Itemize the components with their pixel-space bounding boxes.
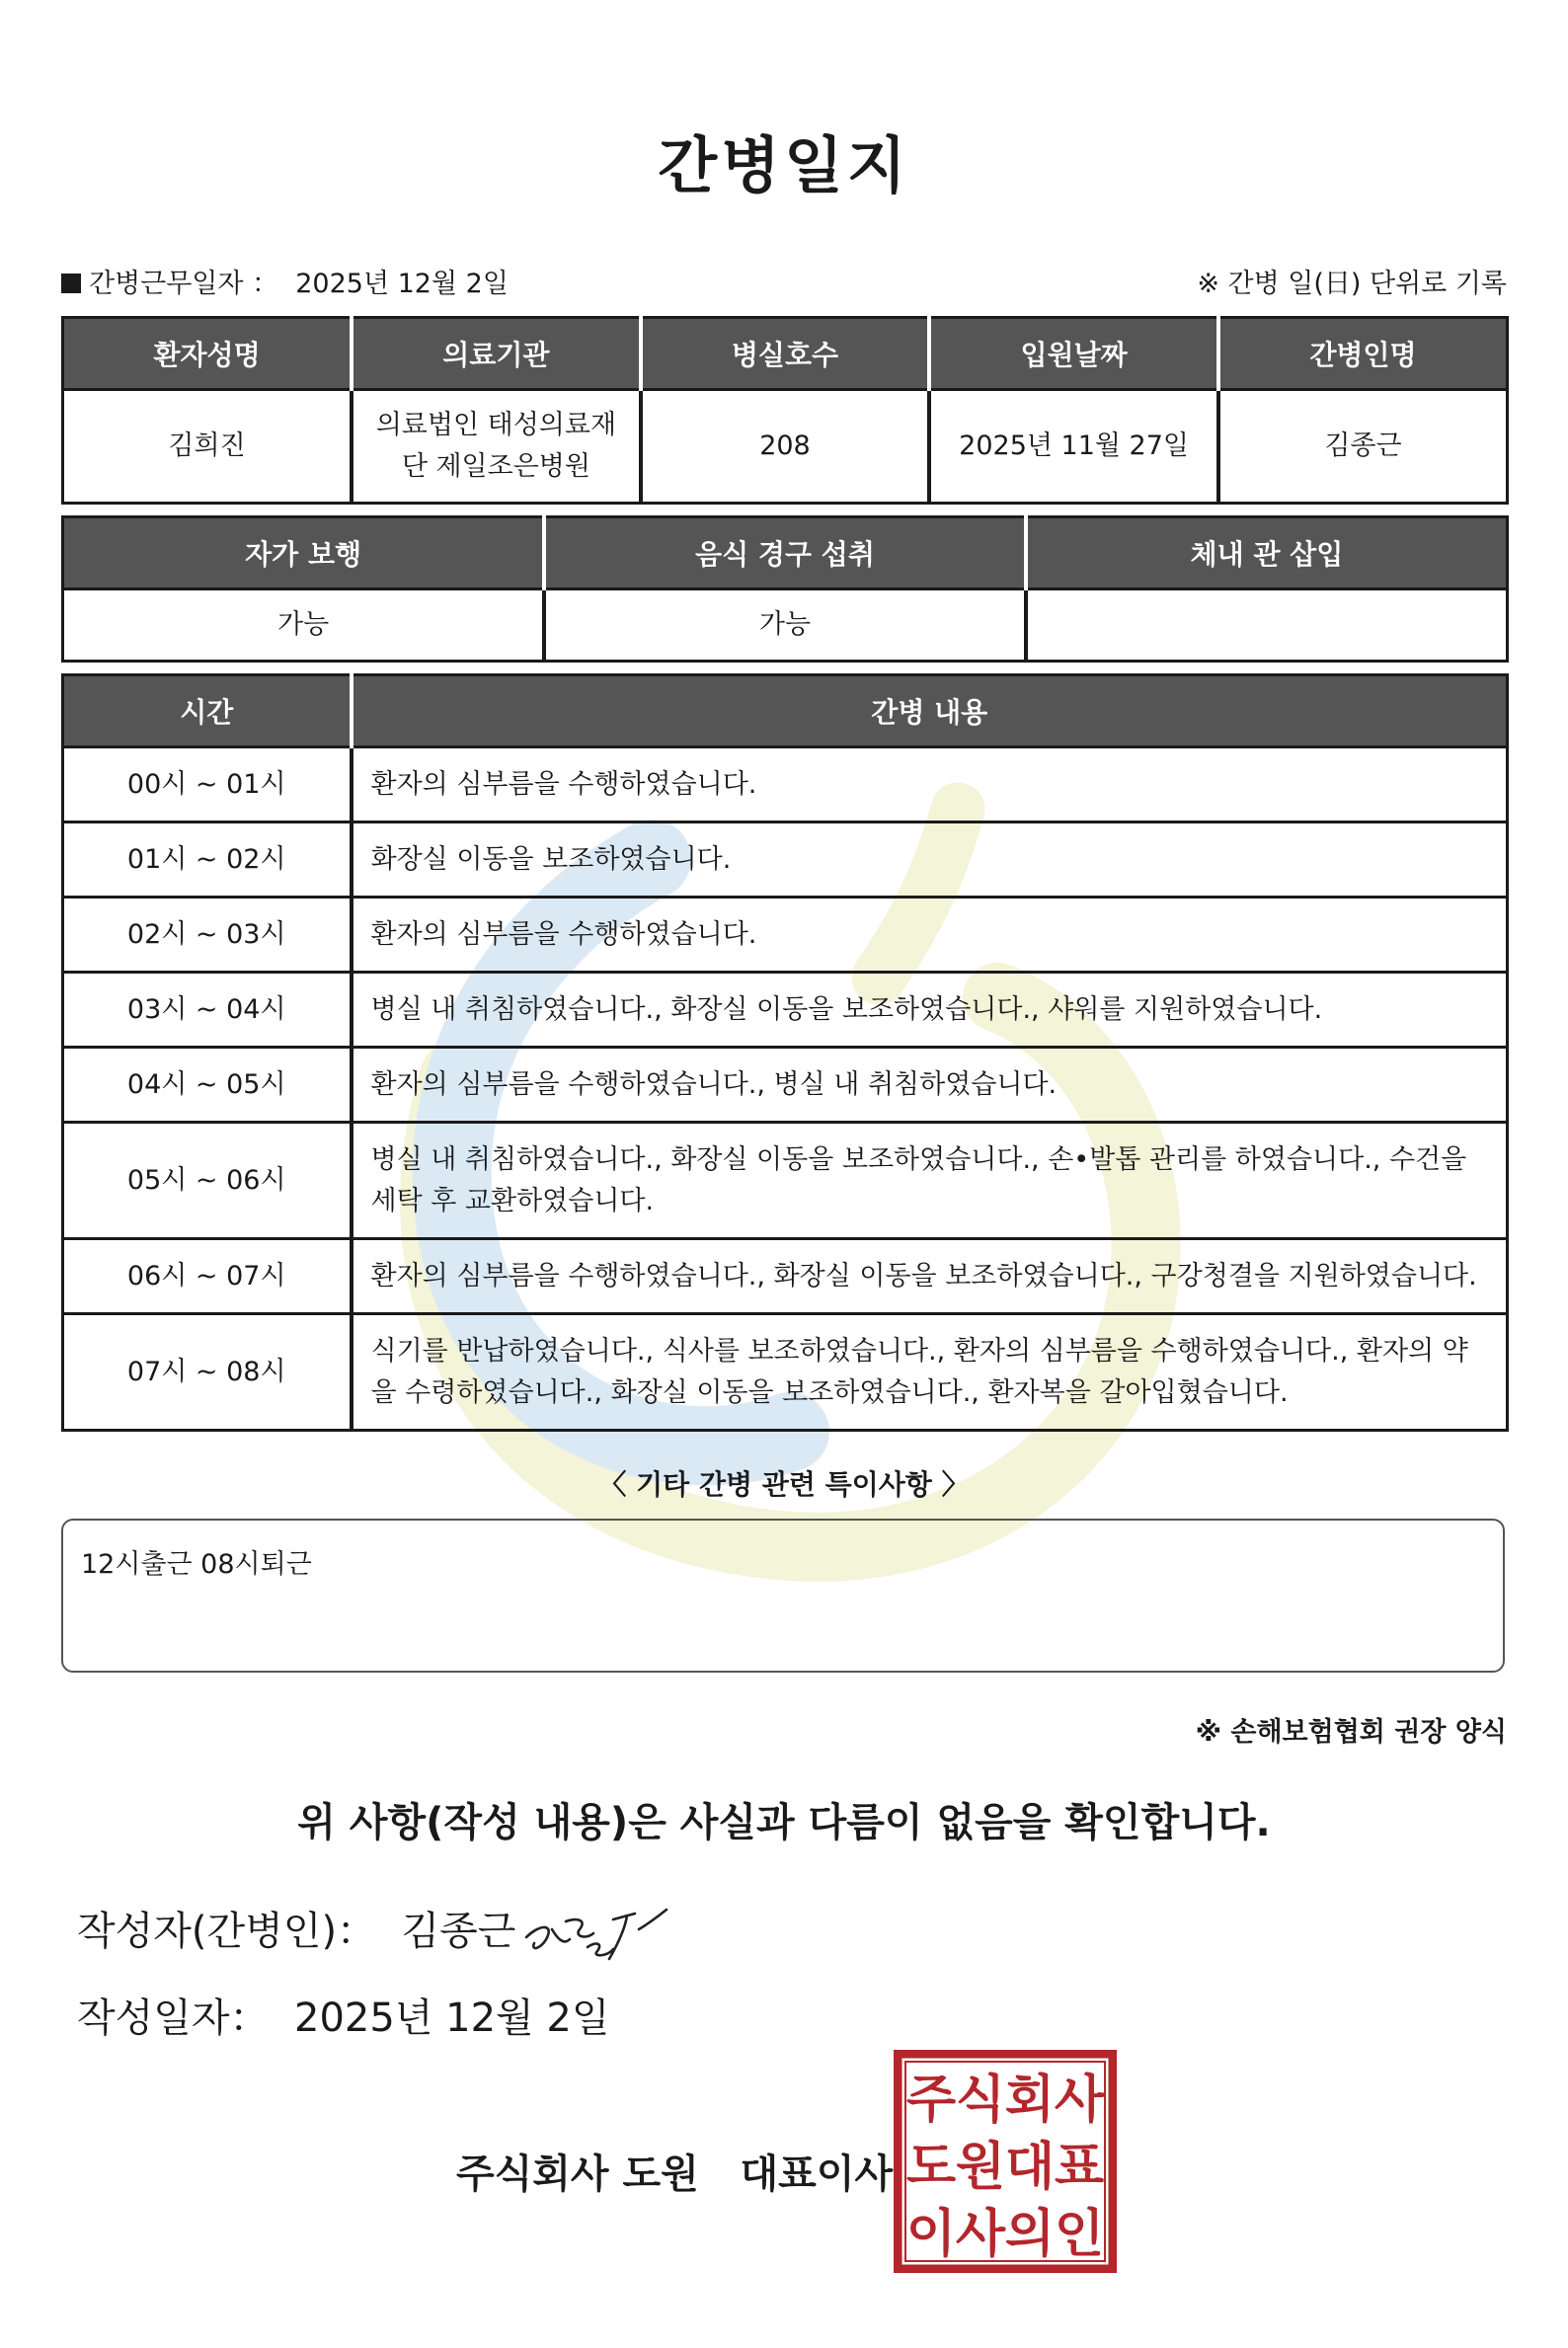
- caregiver-name: 김종근: [1218, 390, 1508, 504]
- row-time: 00시 ~ 01시: [63, 747, 352, 822]
- table-row: [63, 973, 1508, 1048]
- write-date-value: 2025년 12월 2일: [294, 1996, 610, 2041]
- table-row: [63, 822, 1508, 898]
- handwritten-signature: [518, 1900, 676, 1969]
- svg-text:사: 사: [1054, 2071, 1105, 2130]
- row-time: 04시 ~ 05시: [63, 1048, 352, 1123]
- table-row: [63, 1123, 1508, 1239]
- row-content: 환자의 심부름을 수행하였습니다.: [352, 747, 1508, 822]
- svg-text:회: 회: [1004, 2071, 1056, 2130]
- row-content: 환자의 심부름을 수행하였습니다., 화장실 이동을 보조하였습니다., 구강청결을 지원하였습니다.: [352, 1239, 1508, 1314]
- admission-date: 2025년 11월 27일: [929, 390, 1218, 504]
- table-row: [63, 747, 1508, 822]
- signer-label: 작성자(간병인)：: [77, 1909, 377, 1954]
- signer-line: [77, 1900, 515, 1956]
- care-log-table: [61, 673, 1509, 1432]
- oral-intake-value: 가능: [544, 589, 1026, 662]
- confirmation-statement: 위 사항(작성 내용)은 사실과 다름이 없음을 확인합니다.: [297, 1800, 1271, 1845]
- row-time: 02시 ~ 03시: [63, 898, 352, 973]
- header-care-content: 간병 내용: [352, 675, 1508, 747]
- row-time: 01시 ~ 02시: [63, 822, 352, 898]
- tube-insertion-value: [1026, 589, 1508, 662]
- header-self-walking: 자가 보행: [63, 517, 545, 589]
- header-admission-date: 입원날짜: [929, 318, 1218, 390]
- notes-box: [61, 1519, 1505, 1673]
- row-content: 병실 내 취침하였습니다., 화장실 이동을 보조하였습니다., 샤워를 지원하였습니다.: [352, 973, 1508, 1048]
- unit-note: ※ 간병 일(日) 단위로 기록: [1197, 269, 1507, 299]
- patient-status-table: [61, 515, 1509, 663]
- header-time: 시간: [63, 675, 352, 747]
- header-caregiver-name: 간병인명: [1218, 318, 1508, 390]
- header-hospital: 의료기관: [352, 318, 641, 390]
- svg-text:사: 사: [955, 2205, 1006, 2264]
- row-content: 환자의 심부름을 수행하였습니다.: [352, 898, 1508, 973]
- table-row: [63, 1239, 1508, 1314]
- square-bullet-icon: [61, 274, 81, 293]
- header-oral-intake: 음식 경구 섭취: [544, 517, 1026, 589]
- svg-text:표: 표: [1054, 2138, 1105, 2197]
- self-walking-value: 가능: [63, 589, 545, 662]
- row-content: 병실 내 취침하였습니다., 화장실 이동을 보조하였습니다., 손•발톱 관리를 하였습니다., 수건을 세탁 후 교환하였습니다.: [352, 1123, 1508, 1239]
- header-room-number: 병실호수: [641, 318, 930, 390]
- row-time: 06시 ~ 07시: [63, 1239, 352, 1314]
- svg-text:의: 의: [1004, 2205, 1056, 2264]
- notes-title: 〈 기타 간병 관련 특이사항 〉: [598, 1468, 970, 1501]
- svg-text:원: 원: [955, 2138, 1006, 2197]
- svg-text:이: 이: [905, 2205, 957, 2264]
- row-content: 식기를 반납하였습니다., 식사를 보조하였습니다., 환자의 심부름을 수행하였습니다., 환자의 약을 수령하였습니다., 화장실 이동을 보조하였습니다., 환자복을 갈아입혔습니다.: [352, 1314, 1508, 1431]
- svg-text:인: 인: [1054, 2205, 1105, 2264]
- room-number: 208: [641, 390, 930, 504]
- svg-text:식: 식: [955, 2071, 1006, 2130]
- row-time: 07시 ~ 08시: [63, 1314, 352, 1431]
- row-content: 화장실 이동을 보조하였습니다.: [352, 822, 1508, 898]
- table-row: [63, 1314, 1508, 1431]
- write-date-label: 작성일자：: [77, 1996, 270, 2041]
- work-date-value: 2025년 12월 2일: [295, 269, 509, 299]
- notes-content: 12시출근 08시퇴근: [81, 1549, 312, 1580]
- work-date-line: [61, 262, 509, 300]
- company-representative: 주식회사 도원 대표이사: [456, 2152, 894, 2197]
- write-date-line: [77, 1987, 610, 2043]
- row-time: 03시 ~ 04시: [63, 973, 352, 1048]
- table-row: [63, 898, 1508, 973]
- svg-text:주: 주: [905, 2071, 957, 2130]
- table-row: [63, 1048, 1508, 1123]
- svg-text:도: 도: [905, 2138, 957, 2197]
- company-seal: [894, 2050, 1117, 2273]
- svg-text:대: 대: [1004, 2138, 1056, 2197]
- header-patient-name: 환자성명: [63, 318, 353, 390]
- signer-name: 김종근: [401, 1909, 516, 1954]
- header-tube-insertion: 체내 관 삽입: [1026, 517, 1508, 589]
- row-content: 환자의 심부름을 수행하였습니다., 병실 내 취침하였습니다.: [352, 1048, 1508, 1123]
- work-date-label: 간병근무일자 ：: [89, 269, 279, 299]
- recommend-note: ※ 손해보험협회 권장 양식: [1195, 1717, 1507, 1748]
- hospital-name: 의료법인 태성의료재단 제일조은병원: [352, 390, 641, 504]
- document-title: 간병일지: [658, 129, 910, 201]
- patient-info-table: [61, 316, 1509, 505]
- row-time: 05시 ~ 06시: [63, 1123, 352, 1239]
- patient-name: 김희진: [63, 390, 353, 504]
